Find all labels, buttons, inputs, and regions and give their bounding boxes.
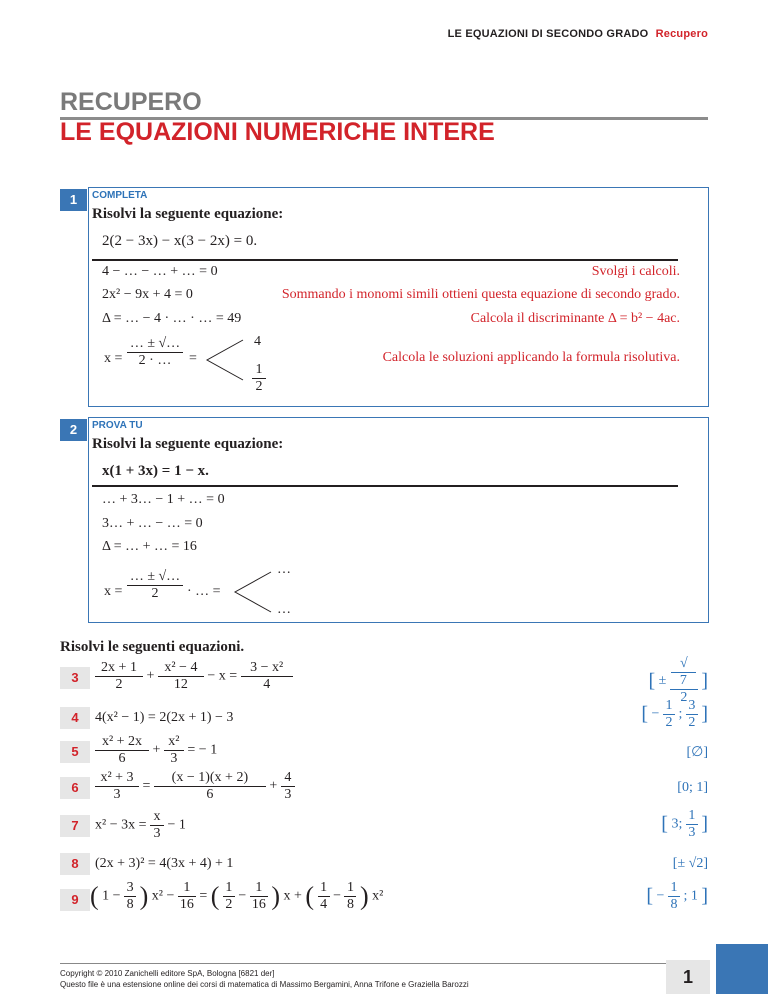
- formula-equals: =: [189, 351, 197, 366]
- solution-a: 4: [254, 334, 261, 349]
- exercise-prompt: Risolvi la seguente equazione:: [92, 206, 284, 222]
- page-corner-tab: [716, 944, 768, 994]
- exercise-number-5: 5: [60, 741, 90, 763]
- step-3: Δ = … − 4 · … · … = 49: [102, 311, 242, 326]
- exercise-number-2: 2: [60, 419, 87, 441]
- running-header: [448, 28, 708, 40]
- answer-8: [± √2]: [672, 856, 708, 871]
- formula-middle: · … =: [187, 584, 221, 599]
- branch-arrows: [231, 570, 273, 614]
- page-title: RECUPERO: [60, 88, 202, 116]
- step-2: 2x² − 9x + 4 = 0: [102, 287, 193, 302]
- exercise-3-equation: $\frac{2x + 1}{2}$ + $\frac{\text{x² − 4}}{12}$ − x = $\frac{\text{3 − x²}}{4}$: [95, 660, 293, 693]
- exercise-box-2: [88, 417, 709, 623]
- section-title: Recupero: [655, 28, 708, 40]
- exercise-5-equation: $\frac{\text{x² + 2x}}{6}$ + $\frac{\text{x²}}{3}$ = − 1: [95, 734, 217, 767]
- hint-3: Calcola il discriminante Δ = b² − 4ac.: [470, 311, 680, 326]
- formula-numerator: … ± √…: [127, 569, 183, 586]
- exercise-tag: PROVA TU: [92, 420, 143, 431]
- exercise-4-equation: 4(x² − 1) = 2(2x + 1) − 3: [95, 710, 234, 725]
- exercise-equation: 2(2 − 3x) − x(3 − 2x) = 0.: [102, 233, 258, 249]
- copyright: Copyright © 2010 Zanichelli editore SpA, Bologna [6821 der]: [60, 969, 275, 978]
- exercise-number-8: 8: [60, 853, 90, 875]
- step-3: Δ = … + … = 16: [102, 539, 197, 554]
- exercise-number-6: 6: [60, 777, 90, 799]
- list-title: Risolvi le seguenti equazioni.: [60, 639, 245, 655]
- formula-numerator: … ± √…: [127, 336, 183, 353]
- answer-5: [∅]: [686, 745, 708, 760]
- equation-rule: [92, 259, 678, 261]
- hint-4: Calcola le soluzioni applicando la formula risolutiva.: [382, 350, 680, 365]
- exercise-number-3: 3: [60, 667, 90, 689]
- footer-note: Questo file è una estensione online dei corsi di matematica di Massimo Bergamini, Anna Trifone e Graziella Barozzi: [60, 980, 469, 989]
- answer-3: [ ± √ 7 2 ]: [648, 656, 708, 705]
- step-2: 3… + … − … = 0: [102, 516, 203, 531]
- exercise-number-1: 1: [60, 189, 87, 211]
- exercise-prompt: Risolvi la seguente equazione:: [92, 436, 284, 452]
- answer-7: [ 3; $\frac{1}{3}$ ]: [661, 808, 708, 840]
- formula-denominator: 2 · …: [138, 353, 172, 368]
- exercise-7-equation: x² − 3x = $\frac{x}{3}$ − 1: [95, 809, 186, 841]
- exercise-number-4: 4: [60, 707, 90, 729]
- exercise-9-equation: ( 1 − $\frac{3}{8}$ ) x² − $\frac{1}{16}$ = ( $\frac{1}{2}$ − $\frac{1}{16}$ ) x + ( $\frac{1}{4}$ − $\frac{1}{8}$ ) x²: [90, 880, 384, 912]
- solution-a: …: [277, 562, 291, 577]
- answer-4: [ − $\frac{1}{2}$ ; $\frac{3}{2}$ ]: [641, 698, 708, 730]
- solution-b: …: [277, 602, 291, 617]
- page-subtitle: LE EQUAZIONI NUMERICHE INTERE: [60, 118, 495, 146]
- exercise-6-equation: $\frac{\text{x² + 3}}{3}$ = $\frac{(x - 1)(x + 2)}{6}$ + $\frac{4}{3}$: [95, 770, 295, 803]
- step-1: … + 3… − 1 + … = 0: [102, 492, 225, 507]
- hint-2: Sommando i monomi simili ottieni questa equazione di secondo grado.: [281, 287, 680, 302]
- x-lhs: x =: [104, 351, 123, 366]
- branch-arrows: [203, 338, 245, 382]
- answer-6: [0; 1]: [677, 780, 708, 795]
- formula-fraction: [127, 336, 183, 369]
- solution-b-num: 1: [252, 362, 266, 379]
- equation-rule: [92, 485, 678, 487]
- footer: [60, 968, 469, 990]
- x-lhs: x =: [104, 584, 123, 599]
- step-1: 4 − … − … + … = 0: [102, 264, 218, 279]
- answer-9: [ − $\frac{1}{8}$ ; 1 ]: [646, 880, 708, 912]
- exercise-equation: x(1 + 3x) = 1 − x.: [102, 463, 209, 479]
- formula-fraction: [127, 569, 183, 602]
- page-number: 1: [666, 960, 710, 994]
- chapter-title: LE EQUAZIONI DI SECONDO GRADO: [447, 28, 649, 40]
- exercise-tag: COMPLETA: [92, 190, 148, 201]
- footer-rule: [60, 963, 708, 964]
- hint-1: Svolgi i calcoli.: [591, 264, 680, 279]
- formula-denominator: 2: [151, 586, 159, 601]
- exercise-number-7: 7: [60, 815, 90, 837]
- exercise-box-1: [88, 187, 709, 407]
- solution-b-den: 2: [255, 379, 263, 394]
- exercise-number-9: 9: [60, 889, 90, 911]
- solution-b: [252, 362, 266, 395]
- exercise-8-equation: (2x + 3)² = 4(3x + 4) + 1: [95, 856, 234, 871]
